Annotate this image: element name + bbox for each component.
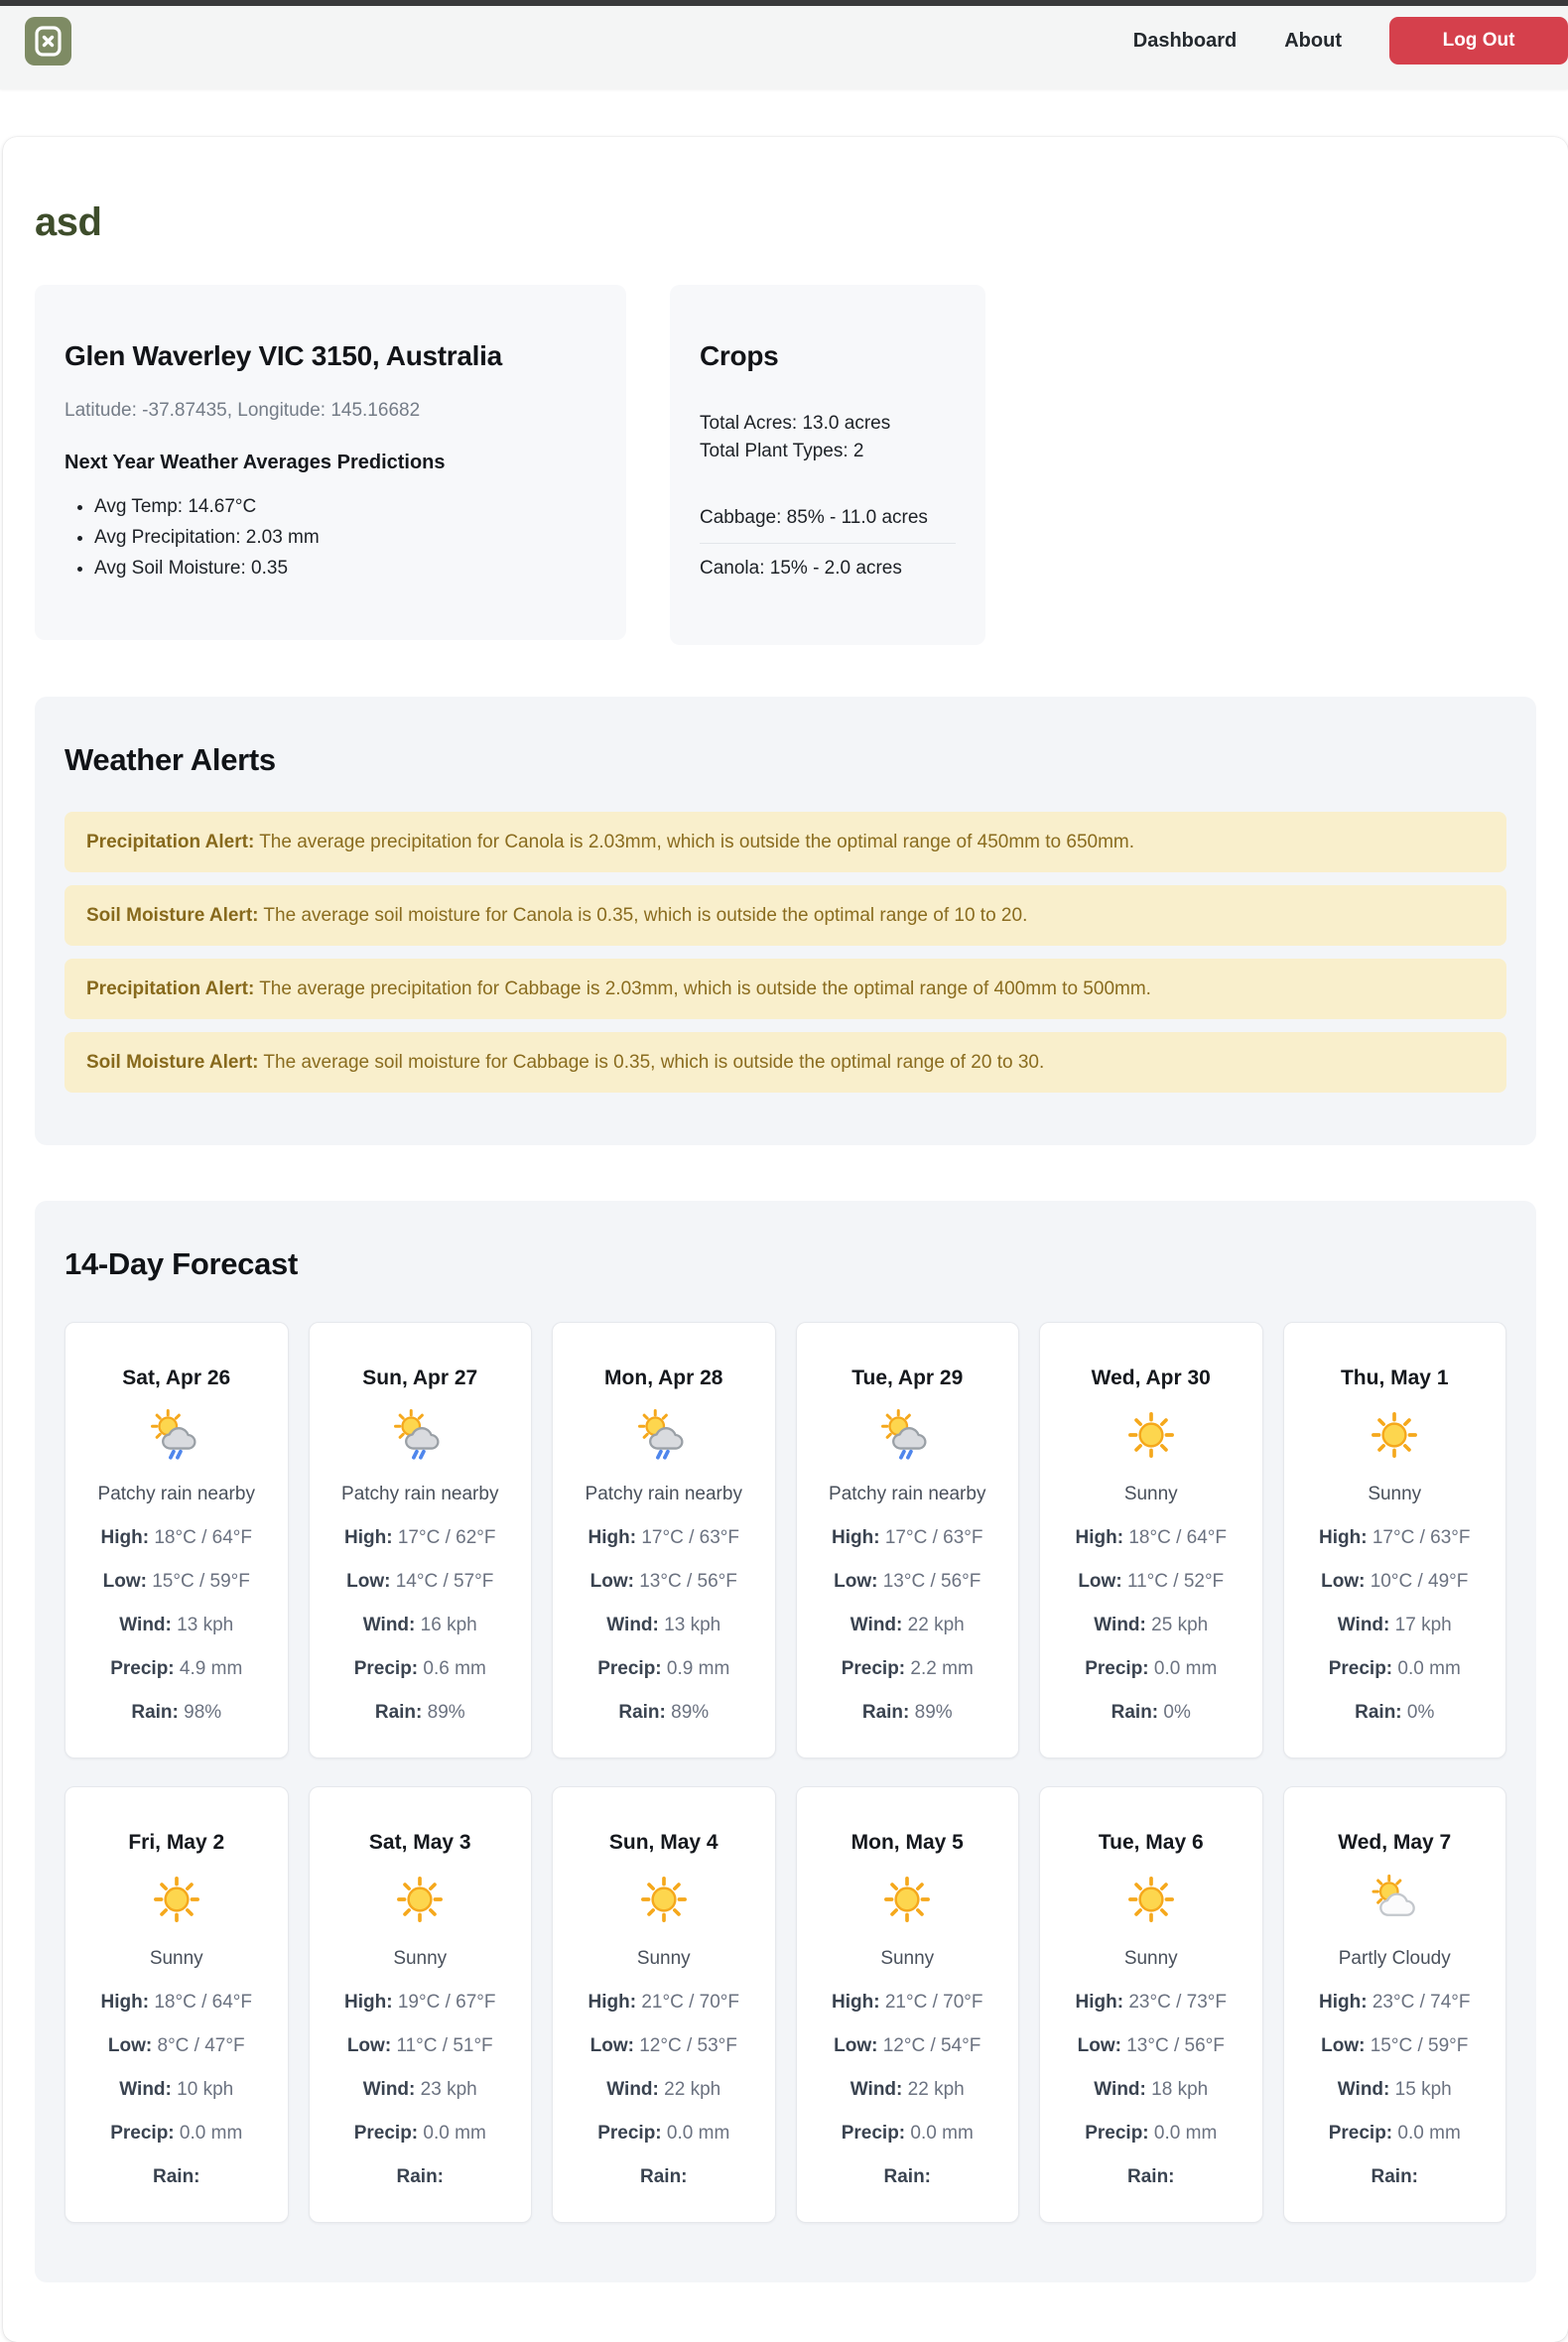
sunny-icon: [1296, 1406, 1495, 1464]
forecast-date: Mon, Apr 28: [604, 1366, 723, 1389]
crop-item: Cabbage: 85% - 11.0 acres: [700, 493, 956, 544]
high-temp: High: 23°C / 73°F: [1075, 1992, 1227, 2013]
high-temp: High: 19°C / 67°F: [344, 1992, 496, 2013]
forecast-day-card: [65, 1322, 289, 1758]
predictions-title: Next Year Weather Averages Predictions: [65, 452, 446, 473]
forecast-date: Tue, May 6: [1098, 1831, 1204, 1854]
crop-item: Canola: 15% - 2.0 acres: [700, 558, 902, 579]
location-title: Glen Waverley VIC 3150, Australia: [65, 340, 502, 371]
location-card: [35, 285, 626, 640]
rain-chance: Rain:: [883, 2166, 931, 2187]
alert-label: Soil Moisture Alert:: [86, 905, 259, 926]
forecast-day-card: [552, 1322, 776, 1758]
total-plant-types: Total Plant Types: 2: [700, 441, 864, 461]
wind-speed: Wind: 22 kph: [849, 2079, 965, 2100]
nav-link-dashboard[interactable]: Dashboard: [1132, 29, 1238, 52]
forecast-date: Sun, Apr 27: [362, 1366, 478, 1389]
forecast-day-card: [796, 1786, 1020, 2223]
summary-cards-row: [35, 285, 1536, 645]
forecast-day-card: [309, 1322, 533, 1758]
low-temp: Low: 13°C / 56°F: [1077, 2035, 1225, 2056]
low-temp: Low: 12°C / 53°F: [589, 2035, 737, 2056]
low-temp: Low: 10°C / 49°F: [1321, 1571, 1469, 1592]
precipitation: Precip: 0.0 mm: [597, 2123, 730, 2144]
alert-text: The average precipitation for Cabbage is 2.03mm, which is outside the optimal range of 400mm to 500mm.: [254, 978, 1151, 999]
forecast-date: Wed, May 7: [1338, 1831, 1452, 1854]
forecast-title: 14-Day Forecast: [65, 1246, 299, 1281]
low-temp: Low: 15°C / 59°F: [102, 1571, 250, 1592]
forecast-date: Fri, May 2: [128, 1831, 225, 1854]
wind-speed: Wind: 16 kph: [362, 1615, 477, 1635]
rain-chance: Rain: 89%: [374, 1702, 465, 1723]
wind-speed: Wind: 17 kph: [1337, 1615, 1452, 1635]
top-navigation: [0, 6, 1568, 89]
app-logo[interactable]: [25, 17, 71, 65]
weather-condition: Patchy rain nearby: [585, 1484, 742, 1504]
weather-condition: Patchy rain nearby: [97, 1484, 255, 1504]
location-coordinates: Latitude: -37.87435, Longitude: 145.16682: [65, 400, 421, 421]
rain-chance: Rain: 0%: [1355, 1702, 1435, 1723]
sunny-icon: [77, 1871, 276, 1928]
prediction-item: • Avg Soil Moisture: 0.35: [94, 558, 596, 580]
wind-speed: Wind: 13 kph: [606, 1615, 721, 1635]
forecast-section: [35, 1201, 1536, 2282]
low-temp: Low: 11°C / 51°F: [346, 2035, 493, 2056]
precipitation: Precip: 2.2 mm: [841, 1658, 974, 1679]
crop-list: [700, 493, 956, 593]
prediction-item: • Avg Precipitation: 2.03 mm: [94, 527, 596, 549]
low-temp: Low: 15°C / 59°F: [1321, 2035, 1469, 2056]
forecast-date: Sat, May 3: [368, 1831, 471, 1854]
forecast-date: Sat, Apr 26: [122, 1366, 231, 1389]
high-temp: High: 21°C / 70°F: [588, 1992, 739, 2013]
forecast-date: Mon, May 5: [850, 1831, 964, 1854]
forecast-date: Sun, May 4: [608, 1831, 719, 1854]
rain-chance: Rain:: [1127, 2166, 1175, 2187]
forecast-day-card: [65, 1786, 289, 2223]
rain-chance: Rain: 98%: [131, 1702, 222, 1723]
predictions-list: [94, 496, 596, 580]
patchy-rain-icon: [565, 1406, 763, 1464]
high-temp: High: 18°C / 64°F: [100, 1992, 252, 2013]
low-temp: Low: 13°C / 56°F: [834, 1571, 981, 1592]
weather-condition: Sunny: [1368, 1484, 1422, 1504]
rain-chance: Rain:: [1371, 2166, 1418, 2187]
low-temp: Low: 11°C / 52°F: [1078, 1571, 1225, 1592]
wind-speed: Wind: 13 kph: [119, 1615, 234, 1635]
weather-condition: Sunny: [1123, 1484, 1178, 1504]
broken-image-x-icon: [35, 26, 62, 57]
weather-alerts-section: [35, 697, 1536, 1145]
rain-chance: Rain:: [153, 2166, 200, 2187]
low-temp: Low: 13°C / 56°F: [589, 1571, 737, 1592]
alert-banner: [65, 812, 1506, 872]
wind-speed: Wind: 25 kph: [1094, 1615, 1209, 1635]
weather-condition: Patchy rain nearby: [341, 1484, 499, 1504]
forecast-day-card: [1283, 1786, 1507, 2223]
wind-speed: Wind: 23 kph: [362, 2079, 477, 2100]
patchy-rain-icon: [809, 1406, 1007, 1464]
partly-cloudy-icon: [1296, 1871, 1495, 1928]
forecast-day-card: [1039, 1786, 1263, 2223]
logout-button[interactable]: Log Out: [1389, 17, 1568, 65]
page-title: asd: [35, 200, 102, 244]
rain-chance: Rain:: [640, 2166, 688, 2187]
precipitation: Precip: 0.0 mm: [1085, 1658, 1218, 1679]
precipitation: Precip: 0.0 mm: [1085, 2123, 1218, 2144]
wind-speed: Wind: 22 kph: [606, 2079, 721, 2100]
alerts-list: [65, 812, 1506, 1093]
weather-condition: Sunny: [636, 1948, 691, 1969]
weather-condition: Sunny: [1123, 1948, 1178, 1969]
crops-title: Crops: [700, 340, 779, 371]
high-temp: High: 18°C / 64°F: [100, 1527, 252, 1548]
alert-banner: [65, 1032, 1506, 1093]
low-temp: Low: 12°C / 54°F: [834, 2035, 981, 2056]
high-temp: High: 21°C / 70°F: [832, 1992, 983, 2013]
nav-links: [1133, 17, 1568, 65]
precipitation: Precip: 0.9 mm: [597, 1658, 730, 1679]
forecast-date: Tue, Apr 29: [851, 1366, 964, 1389]
high-temp: High: 23°C / 74°F: [1319, 1992, 1471, 2013]
high-temp: High: 17°C / 63°F: [588, 1527, 739, 1548]
forecast-day-card: [796, 1322, 1020, 1758]
forecast-day-card: [1039, 1322, 1263, 1758]
alert-text: The average soil moisture for Canola is 0.35, which is outside the optimal range of 10 to 20.: [258, 905, 1028, 926]
weather-alerts-title: Weather Alerts: [65, 742, 276, 777]
alert-banner: [65, 959, 1506, 1019]
precipitation: Precip: 0.0 mm: [1328, 1658, 1461, 1679]
precipitation: Precip: 0.6 mm: [353, 1658, 486, 1679]
sunny-icon: [565, 1871, 763, 1928]
sunny-icon: [1052, 1871, 1250, 1928]
prediction-item: • Avg Temp: 14.67°C: [94, 496, 596, 518]
weather-condition: Sunny: [880, 1948, 935, 1969]
alert-label: Precipitation Alert:: [86, 832, 255, 852]
weather-condition: Sunny: [393, 1948, 448, 1969]
wind-speed: Wind: 22 kph: [849, 1615, 965, 1635]
rain-chance: Rain: 0%: [1111, 1702, 1191, 1723]
crops-totals: [700, 410, 956, 465]
forecast-day-card: [309, 1786, 533, 2223]
rain-chance: Rain: 89%: [618, 1702, 710, 1723]
forecast-date: Thu, May 1: [1340, 1366, 1449, 1389]
forecast-grid: [65, 1322, 1506, 2223]
weather-condition: Partly Cloudy: [1338, 1948, 1451, 1969]
patchy-rain-icon: [77, 1406, 276, 1464]
sunny-icon: [1052, 1406, 1250, 1464]
precipitation: Precip: 0.0 mm: [841, 2123, 974, 2144]
alert-text: The average soil moisture for Cabbage is 0.35, which is outside the optimal range of 20 to 30.: [258, 1052, 1045, 1073]
alert-label: Precipitation Alert:: [86, 978, 255, 999]
high-temp: High: 17°C / 63°F: [832, 1527, 983, 1548]
low-temp: Low: 14°C / 57°F: [346, 1571, 494, 1592]
high-temp: High: 18°C / 64°F: [1075, 1527, 1227, 1548]
weather-condition: Sunny: [149, 1948, 203, 1969]
low-temp: Low: 8°C / 47°F: [107, 2035, 245, 2056]
alert-text: The average precipitation for Canola is 2.03mm, which is outside the optimal range of 450mm to 650mm.: [254, 832, 1135, 852]
nav-link-about[interactable]: About: [1284, 29, 1342, 52]
alert-banner: [65, 885, 1506, 946]
precipitation: Precip: 0.0 mm: [110, 2123, 243, 2144]
sunny-icon: [809, 1871, 1007, 1928]
wind-speed: Wind: 10 kph: [119, 2079, 234, 2100]
wind-speed: Wind: 15 kph: [1337, 2079, 1452, 2100]
forecast-date: Wed, Apr 30: [1091, 1366, 1211, 1389]
forecast-day-card: [552, 1786, 776, 2223]
crops-card: [670, 285, 985, 645]
total-acres: Total Acres: 13.0 acres: [700, 413, 891, 434]
rain-chance: Rain:: [396, 2166, 444, 2187]
forecast-day-card: [1283, 1322, 1507, 1758]
weather-condition: Patchy rain nearby: [829, 1484, 986, 1504]
high-temp: High: 17°C / 62°F: [344, 1527, 496, 1548]
high-temp: High: 17°C / 63°F: [1319, 1527, 1471, 1548]
rain-chance: Rain: 89%: [861, 1702, 953, 1723]
precipitation: Precip: 0.0 mm: [353, 2123, 486, 2144]
alert-label: Soil Moisture Alert:: [86, 1052, 259, 1073]
sunny-icon: [322, 1871, 520, 1928]
wind-speed: Wind: 18 kph: [1094, 2079, 1209, 2100]
precipitation: Precip: 4.9 mm: [110, 1658, 243, 1679]
main-content-card: [3, 137, 1568, 2342]
patchy-rain-icon: [322, 1406, 520, 1464]
precipitation: Precip: 0.0 mm: [1328, 2123, 1461, 2144]
